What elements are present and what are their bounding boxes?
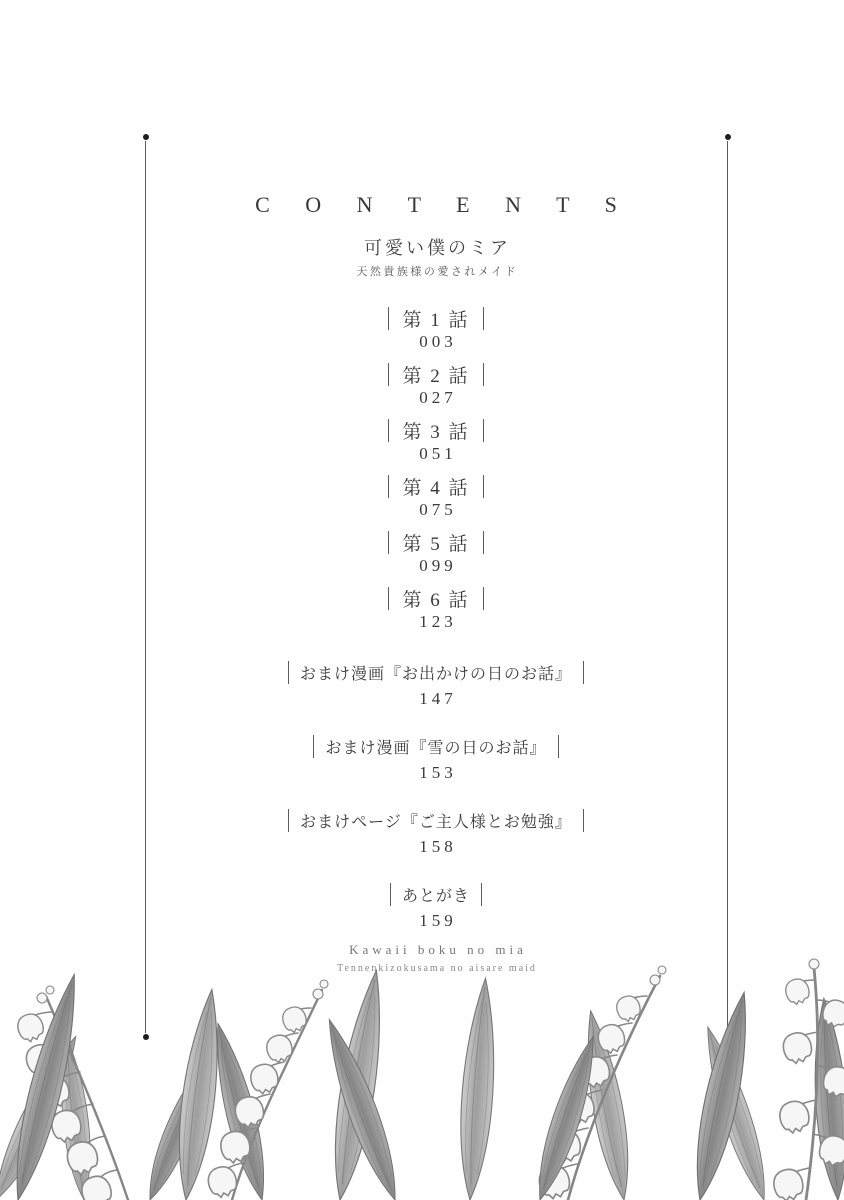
toc-entry-chapter-6 [145, 585, 727, 633]
chapter-page-number: 051 [419, 444, 457, 463]
divider-bar [558, 735, 559, 758]
divider-bar [388, 531, 389, 554]
divider-bar [388, 419, 389, 442]
extra-page-number: 158 [419, 837, 457, 856]
divider-bar [388, 587, 389, 610]
toc-entry-afterword [145, 881, 727, 933]
divider-bar [388, 363, 389, 386]
divider-bar [313, 735, 314, 758]
divider-bar [288, 661, 289, 684]
chapter-label: 第 2 話 [402, 365, 470, 387]
toc-entry-omake-3 [145, 807, 727, 859]
divider-bar [390, 883, 391, 906]
chapter-label: 第 1 話 [402, 309, 470, 331]
chapter-page-number: 123 [419, 612, 457, 631]
toc-entry-chapter-2 [145, 361, 727, 409]
toc-entry-chapter-4 [145, 473, 727, 521]
series-subtitle: 天然貴族様の愛されメイド [356, 266, 519, 278]
chapter-list [145, 305, 727, 633]
divider-bar [483, 307, 484, 330]
chapter-label: 第 3 話 [402, 421, 470, 443]
toc-entry-chapter-3 [145, 417, 727, 465]
romaji-title: Kawaii boku no mia [349, 942, 527, 957]
divider-bar [483, 587, 484, 610]
extra-page-number: 153 [419, 763, 457, 782]
trim-mark-right [727, 141, 728, 1033]
divider-bar [583, 809, 584, 832]
contents-heading: C O N T E N T S [255, 192, 632, 217]
toc-entry-omake-2 [145, 733, 727, 785]
extra-label: あとがき [401, 888, 470, 905]
toc-entry-chapter-1 [145, 305, 727, 353]
divider-bar [388, 307, 389, 330]
toc-content [145, 0, 727, 955]
divider-bar [483, 531, 484, 554]
chapter-page-number: 003 [419, 332, 457, 351]
divider-bar [483, 363, 484, 386]
extra-label: おまけページ『ご主人様とお勉強』 [300, 814, 572, 831]
chapter-page-number: 027 [419, 388, 457, 407]
extra-page-number: 147 [419, 689, 457, 708]
romaji-subtitle: Tennenkizokusama no aisare maid [337, 963, 537, 974]
divider-bar [481, 883, 482, 906]
chapter-page-number: 099 [419, 556, 457, 575]
chapter-page-number: 075 [419, 500, 457, 519]
divider-bar [288, 809, 289, 832]
extra-page-number: 159 [419, 911, 457, 930]
divider-bar [583, 661, 584, 684]
extra-label: おまけ漫画『雪の日のお話』 [325, 740, 547, 757]
series-title: 可愛い僕のミア [364, 238, 511, 258]
chapter-label: 第 5 話 [402, 533, 470, 555]
toc-entry-chapter-5 [145, 529, 727, 577]
lily-of-the-valley-illustration [0, 938, 844, 1200]
divider-bar [483, 475, 484, 498]
extra-label: おまけ漫画『お出かけの日のお話』 [299, 666, 572, 683]
divider-bar [483, 419, 484, 442]
divider-bar [388, 475, 389, 498]
extra-list [145, 659, 727, 933]
chapter-label: 第 4 話 [402, 477, 470, 499]
toc-entry-omake-1 [145, 659, 727, 711]
chapter-label: 第 6 話 [402, 589, 470, 611]
